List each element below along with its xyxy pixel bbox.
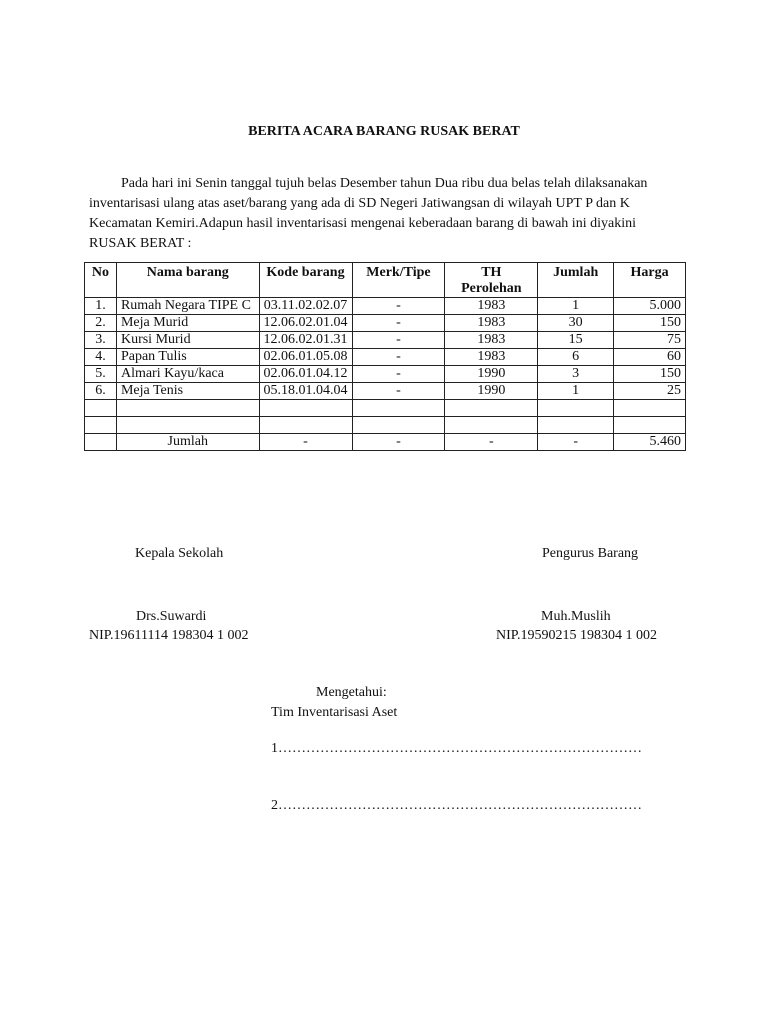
- cell-jumlah: 1: [538, 298, 614, 315]
- cell-empty: [538, 400, 614, 417]
- paragraph-line-4: RUSAK BERAT :: [89, 236, 192, 251]
- signature-line-1: 1……………………………………………………………………: [271, 741, 642, 756]
- cell-empty: [116, 400, 259, 417]
- total-th: -: [445, 434, 538, 451]
- cell-nama: Almari Kayu/kaca: [116, 366, 259, 383]
- cell-nama: Kursi Murid: [116, 332, 259, 349]
- cell-jumlah: 3: [538, 366, 614, 383]
- cell-jumlah: 1: [538, 383, 614, 400]
- cell-empty: [614, 400, 686, 417]
- header-jumlah: Jumlah: [538, 263, 614, 298]
- cell-merk: -: [352, 349, 445, 366]
- table-row: [85, 349, 686, 366]
- paragraph-line-2: inventarisasi ulang atas aset/barang yang ada di SD Negeri Jatiwangsan di wilayah UPT P dan K: [89, 196, 630, 211]
- cell-th: 1983: [445, 332, 538, 349]
- table-row-empty: [85, 417, 686, 434]
- cell-empty: [445, 400, 538, 417]
- header-nama-barang: Nama barang: [116, 263, 259, 298]
- cell-merk: -: [352, 332, 445, 349]
- paragraph-line-1: Pada hari ini Senin tanggal tujuh belas Desember tahun Dua ribu dua belas telah dilaksanakan: [121, 176, 648, 191]
- pengurus-barang-nip: NIP.19590215 198304 1 002: [496, 628, 658, 643]
- cell-no: 1.: [85, 298, 117, 315]
- paragraph-line-3: Kecamatan Kemiri.Adapun hasil inventarisasi mengenai keberadaan barang di bawah ini diyakini: [89, 216, 636, 231]
- cell-kode: 03.11.02.02.07: [259, 298, 352, 315]
- table-row: [85, 332, 686, 349]
- table-row: [85, 298, 686, 315]
- header-th-perolehan: [445, 263, 538, 298]
- cell-merk: -: [352, 383, 445, 400]
- total-harga: 5.460: [614, 434, 686, 451]
- cell-th: 1990: [445, 366, 538, 383]
- cell-no: 6.: [85, 383, 117, 400]
- cell-th: 1990: [445, 383, 538, 400]
- cell-no: 4.: [85, 349, 117, 366]
- header-harga: Harga: [614, 263, 686, 298]
- cell-empty: [538, 417, 614, 434]
- cell-th: 1983: [445, 315, 538, 332]
- cell-nama: Meja Tenis: [116, 383, 259, 400]
- cell-nama: Meja Murid: [116, 315, 259, 332]
- cell-kode: 12.06.02.01.04: [259, 315, 352, 332]
- cell-kode: 02.06.01.04.12: [259, 366, 352, 383]
- cell-empty: [614, 417, 686, 434]
- table-row: [85, 315, 686, 332]
- cell-empty: [352, 400, 445, 417]
- cell-harga: 150: [614, 315, 686, 332]
- cell-merk: -: [352, 315, 445, 332]
- cell-kode: 12.06.02.01.31: [259, 332, 352, 349]
- total-label: Jumlah: [116, 434, 259, 451]
- cell-no: 5.: [85, 366, 117, 383]
- cell-kode: 05.18.01.04.04: [259, 383, 352, 400]
- cell-jumlah: 6: [538, 349, 614, 366]
- cell-empty: [85, 400, 117, 417]
- cell-kode: 02.06.01.05.08: [259, 349, 352, 366]
- cell-nama: Papan Tulis: [116, 349, 259, 366]
- cell-empty: [85, 417, 117, 434]
- table-row: [85, 366, 686, 383]
- cell-nama: Rumah Negara TIPE C: [116, 298, 259, 315]
- kepala-sekolah-label: Kepala Sekolah: [135, 546, 224, 561]
- header-merk-tipe: Merk/Tipe: [352, 263, 445, 298]
- cell-no: 3.: [85, 332, 117, 349]
- cell-empty: [259, 417, 352, 434]
- table-header-row: [85, 263, 686, 298]
- signature-line-2: 2……………………………………………………………………: [271, 798, 642, 813]
- cell-jumlah: 30: [538, 315, 614, 332]
- kepala-sekolah-nip: NIP.19611114 198304 1 002: [89, 628, 249, 643]
- cell-merk: -: [352, 298, 445, 315]
- pengurus-barang-label: Pengurus Barang: [542, 546, 639, 561]
- cell-harga: 5.000: [614, 298, 686, 315]
- table-row-empty: [85, 400, 686, 417]
- total-jumlah: -: [538, 434, 614, 451]
- cell-empty: [352, 417, 445, 434]
- cell-empty: [259, 400, 352, 417]
- cell-empty: [85, 434, 117, 451]
- pengurus-barang-name: Muh.Muslih: [541, 609, 611, 624]
- cell-harga: 25: [614, 383, 686, 400]
- cell-empty: [116, 417, 259, 434]
- table-total-row: [85, 434, 686, 451]
- cell-th: 1983: [445, 298, 538, 315]
- cell-merk: -: [352, 366, 445, 383]
- cell-harga: 75: [614, 332, 686, 349]
- header-th-line2: Perolehan: [461, 281, 522, 296]
- mengetahui-label: Mengetahui:: [316, 685, 387, 700]
- kepala-sekolah-name: Drs.Suwardi: [136, 609, 207, 624]
- total-merk: -: [352, 434, 445, 451]
- total-kode: -: [259, 434, 352, 451]
- items-table: [84, 262, 686, 451]
- tim-inventarisasi-label: Tim Inventarisasi Aset: [271, 705, 398, 720]
- document-title: BERITA ACARA BARANG RUSAK BERAT: [248, 124, 520, 139]
- cell-harga: 60: [614, 349, 686, 366]
- cell-jumlah: 15: [538, 332, 614, 349]
- cell-harga: 150: [614, 366, 686, 383]
- header-no: No: [85, 263, 117, 298]
- header-kode-barang: Kode barang: [259, 263, 352, 298]
- header-th-line1: TH: [481, 265, 502, 280]
- cell-th: 1983: [445, 349, 538, 366]
- cell-empty: [445, 417, 538, 434]
- cell-no: 2.: [85, 315, 117, 332]
- table-row: [85, 383, 686, 400]
